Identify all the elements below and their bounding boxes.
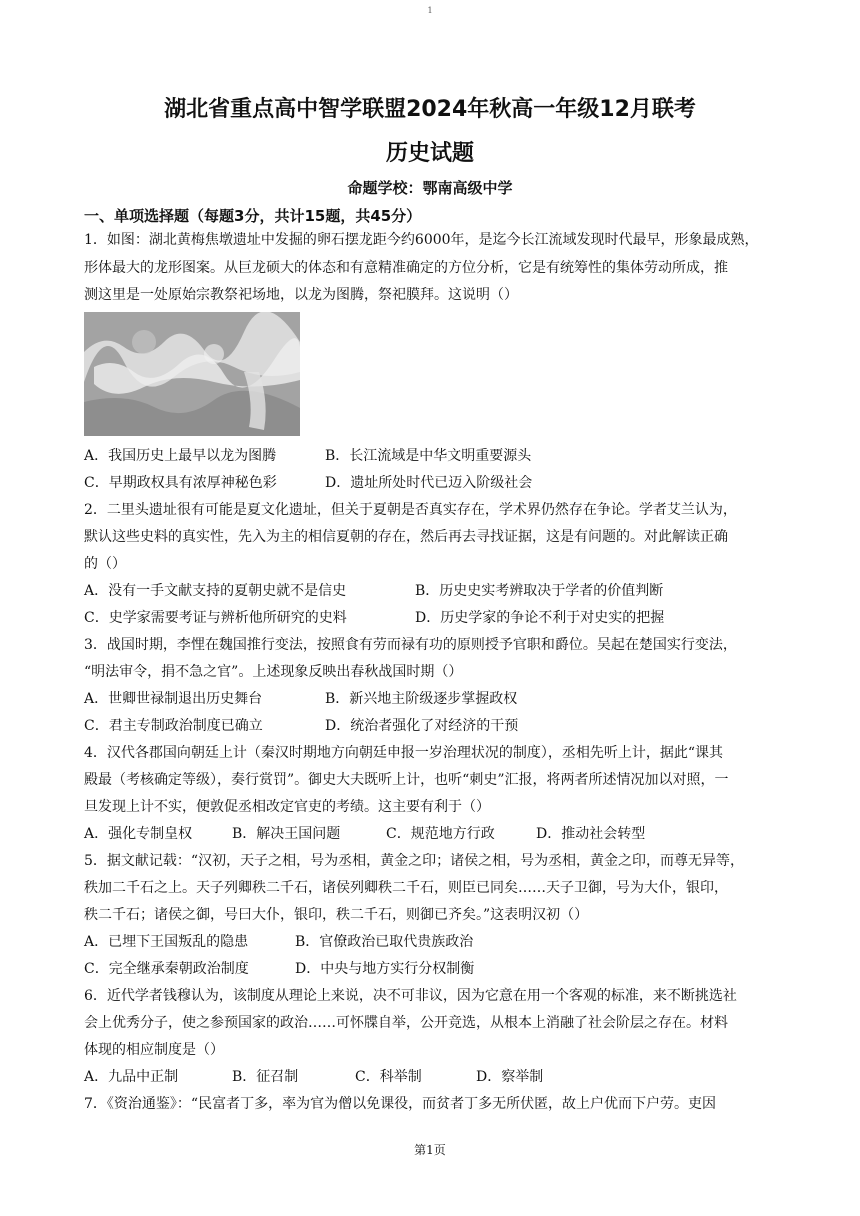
question-1-option-a: A．我国历史上最早以龙为图腾 bbox=[84, 448, 277, 464]
question-5-option-c: C．完全继承秦朝政治制度 bbox=[84, 961, 249, 977]
question-3-line: 3．战国时期，李悝在魏国推行变法，按照食有劳而禄有功的原则授予官职和爵位。吴起在楚国实行变法， bbox=[84, 637, 737, 653]
question-4-option-c: C．规范地方行政 bbox=[386, 826, 495, 842]
question-1-option-b: B．长江流域是中华文明重要源头 bbox=[325, 448, 532, 464]
question-6-option-d: D．察举制 bbox=[476, 1069, 544, 1085]
top-mark: 1 bbox=[427, 6, 433, 15]
question-2-option-b: B．历史史实考辨取决于学者的价值判断 bbox=[415, 583, 664, 599]
question-5-line: 秩二千石；诸侯之御，号曰大仆，银印，秩二千石，则御已齐矣。”这表明汉初（） bbox=[84, 907, 589, 923]
question-1-line: 形体最大的龙形图案。从巨龙硕大的体态和有意精准确定的方位分析，它是有统筹性的集体劳动所成，推 bbox=[84, 260, 728, 276]
question-4-line: 4．汉代各郡国向朝廷上计（秦汉时期地方向朝廷申报一岁治理状况的制度），丞相先听上计，据此“课其 bbox=[84, 745, 724, 761]
question-1-option-c: C．早期政权具有浓厚神秘色彩 bbox=[84, 475, 277, 491]
question-4-option-d: D．推动社会转型 bbox=[536, 826, 646, 842]
question-2-option-a: A．没有一手文献支持的夏朝史就不是信史 bbox=[84, 583, 347, 599]
question-4-line: 旦发现上计不实，便敦促丞相改定官吏的考绩。这主要有利于（） bbox=[84, 799, 490, 815]
question-5-line: 秩加二千石之上。天子列卿秩二千石，诸侯列卿秩二千石，则臣已同矣……天子卫御，号为大仆，银印， bbox=[84, 880, 728, 896]
question-5-option-a: A．已埋下王国叛乱的隐患 bbox=[84, 934, 249, 950]
question-4-option-b: B．解决王国问题 bbox=[232, 826, 341, 842]
question-5-option-d: D．中央与地方实行分权制衡 bbox=[295, 961, 475, 977]
question-4-option-a: A．强化专制皇权 bbox=[84, 826, 193, 842]
question-3-option-d: D．统治者强化了对经济的干预 bbox=[325, 718, 519, 734]
question-3-line: “明法审令，捐不急之官”。上述现象反映出春秋战国时期（） bbox=[84, 664, 463, 680]
dragon-relic-photo bbox=[84, 312, 300, 436]
question-2-line: 的（） bbox=[84, 556, 126, 572]
question-3-option-c: C．君主专制政治制度已确立 bbox=[84, 718, 263, 734]
question-6-line: 会上优秀分子，使之参预国家的政治……可怀牒自举，公开竞选，从根本上消融了社会阶层之存在。材料 bbox=[84, 1015, 728, 1031]
question-6-option-b: B．征召制 bbox=[232, 1069, 299, 1085]
exam-school: 命题学校：鄂南高级中学 bbox=[347, 179, 513, 197]
exam-title: 湖北省重点高中智学联盟2024年秋高一年级12月联考 bbox=[164, 97, 696, 122]
question-4-line: 殿最（考核确定等级），奏行赏罚”。御史大夫既听上计，也听“刺史”汇报，将两者所述情况加以对照，一 bbox=[84, 772, 729, 788]
question-6-line: 6．近代学者钱穆认为，该制度从理论上来说，决不可非议，因为它意在用一个客观的标准，来不断挑选社 bbox=[84, 988, 737, 1004]
stone-dragon-image bbox=[84, 312, 300, 436]
question-3-option-b: B．新兴地主阶级逐步掌握政权 bbox=[325, 691, 518, 707]
question-2-option-d: D．历史学家的争论不利于对史实的把握 bbox=[415, 610, 665, 626]
question-6-option-a: A．九品中正制 bbox=[84, 1069, 179, 1085]
question-2-line: 默认这些史料的真实性，先入为主的相信夏朝的存在，然后再去寻找证据，这是有问题的。对此解读正确 bbox=[84, 529, 728, 545]
question-5-option-b: B．官僚政治已取代贵族政治 bbox=[295, 934, 474, 950]
question-5-line: 5．据文献记载：“汉初，天子之相，号为丞相，黄金之印；诸侯之相，号为丞相，黄金之印，而尊无异等， bbox=[84, 853, 745, 869]
question-2-option-c: C．史学家需要考证与辨析他所研究的史料 bbox=[84, 610, 347, 626]
question-1-line: 1．如图：湖北黄梅焦墩遗址中发掘的卵石摆龙距今约6000年，是迄今长江流域发现时代最早，形象最成熟， bbox=[84, 232, 759, 248]
page-number: 第1页 bbox=[414, 1143, 446, 1157]
question-3-option-a: A．世卿世禄制退出历史舞台 bbox=[84, 691, 263, 707]
question-2-line: 2．二里头遗址很有可能是夏文化遗址，但关于夏朝是否真实存在，学术界仍然存在争论。学者艾兰认为， bbox=[84, 502, 737, 518]
question-6-line: 体现的相应制度是（） bbox=[84, 1042, 224, 1058]
exam-subtitle: 历史试题 bbox=[385, 141, 474, 166]
question-1-line: 测这里是一处原始宗教祭祀场地，以龙为图腾，祭祀膜拜。这说明（） bbox=[84, 287, 518, 303]
question-1-option-d: D．遗址所处时代已迈入阶级社会 bbox=[325, 475, 533, 491]
section-heading: 一、单项选择题（每题3分，共计15题，共45分） bbox=[84, 207, 422, 225]
question-6-option-c: C．科举制 bbox=[355, 1069, 422, 1085]
question-7-line: 7．《资治通鉴》：“民富者丁多，率为官为僧以免课役，而贫者丁多无所伏匿，故上户优而下户劳。吏因 bbox=[84, 1096, 717, 1112]
